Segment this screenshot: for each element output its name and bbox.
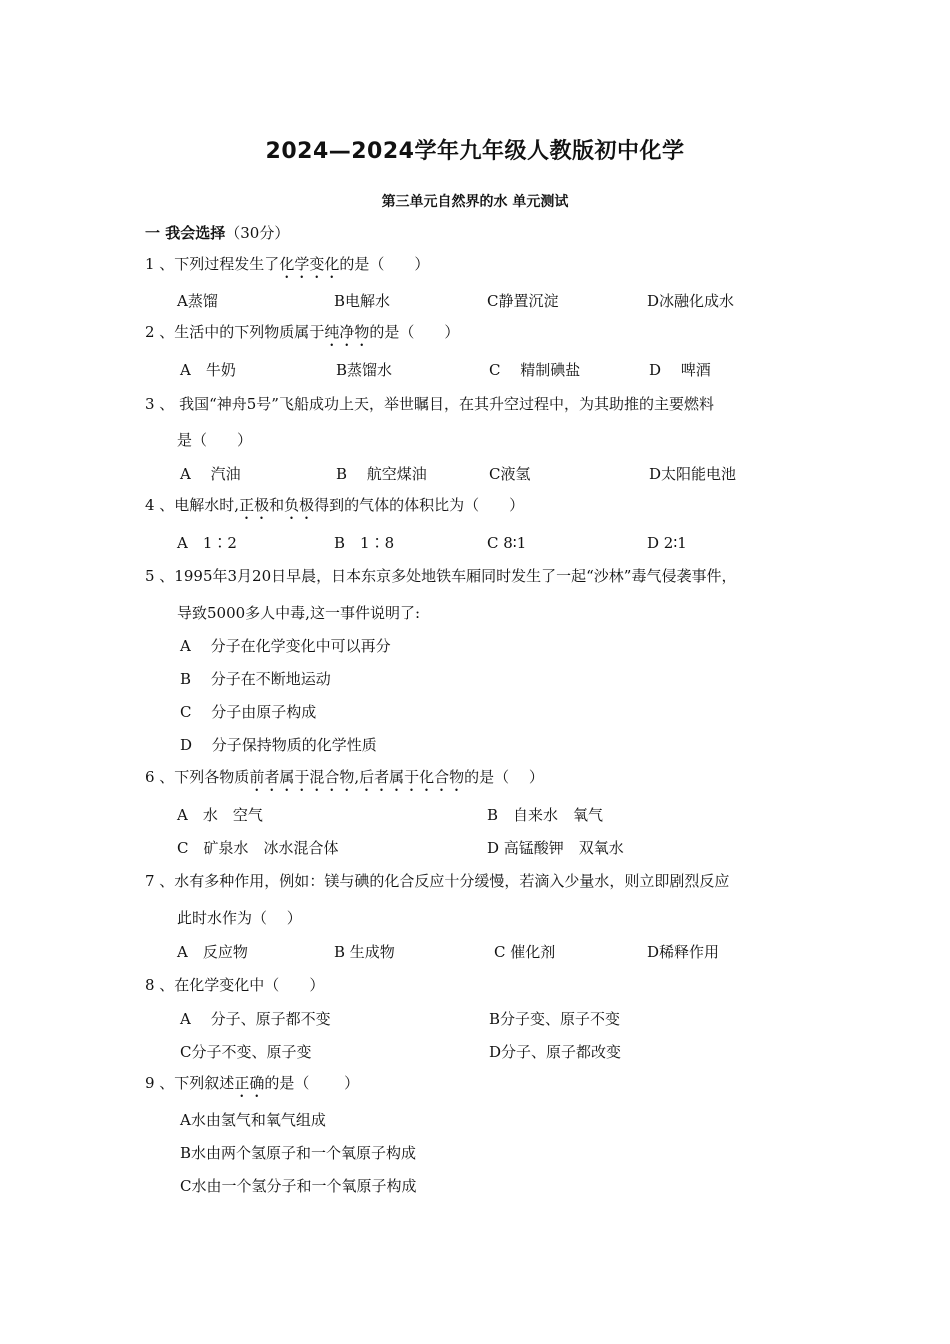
stem-text: 的是（ ）	[464, 768, 544, 786]
stem-text: 和	[269, 496, 285, 514]
q8-option-b: B分子变、原子不变	[489, 1010, 621, 1028]
stem-text: 的是（ ）	[339, 255, 430, 273]
q1-option-b: B电解水	[334, 292, 391, 310]
stem-text: ,	[354, 768, 360, 786]
stem-text: 4 、电解水时,	[145, 496, 240, 514]
stem-text: 9 、下列叙述	[145, 1074, 235, 1092]
stem-text: 1 、下列过程发生了	[145, 255, 280, 273]
emphasis-text: 化学变化	[279, 255, 340, 273]
q3-option-b: B 航空煤油	[336, 465, 427, 483]
q2-option-b: B蒸馏水	[336, 361, 393, 379]
q8-option-a: A 分子、原子都不变	[180, 1010, 331, 1028]
q7-option-a: A 反应物	[177, 943, 248, 961]
emphasis-text: 正确	[234, 1074, 265, 1092]
stem-text: 的是（ ）	[369, 323, 460, 341]
q2-option-a: A 牛奶	[180, 361, 236, 379]
q8-option-d: D分子、原子都改变	[489, 1043, 622, 1061]
q6-option-d: D 高锰酸钾 双氧水	[487, 839, 624, 857]
question-4-stem	[145, 495, 524, 523]
section-heading	[145, 223, 289, 243]
q4-option-c: C 8∶1	[487, 534, 527, 552]
stem-text: 6 、下列各物质	[145, 768, 250, 786]
question-3-stem: 3 、 我国“神舟5号”飞船成功上天，举世瞩目，在其升空过程中，为其助推的主要燃料	[145, 395, 714, 413]
q2-option-d: D 啤酒	[649, 361, 711, 379]
page-title: 2024—2024学年九年级人教版初中化学	[265, 139, 685, 164]
question-3-stem-cont: 是（ ）	[177, 431, 253, 449]
q1-option-c: C静置沉淀	[487, 292, 559, 310]
question-5-stem-cont: 导致5000多人中毒,这一事件说明了:	[177, 604, 420, 622]
question-7-stem-cont: 此时水作为（ ）	[177, 909, 302, 927]
question-9-stem	[145, 1073, 359, 1101]
q9-option-a: A水由氢气和氧气组成	[180, 1111, 326, 1129]
section-label: 一 我会选择	[145, 224, 226, 242]
q1-option-a: A蒸馏	[177, 292, 218, 310]
emphasis-text: 纯净物	[324, 323, 370, 341]
question-2-stem	[145, 322, 459, 350]
q1-option-d: D冰融化成水	[647, 292, 735, 310]
question-6-stem	[145, 767, 544, 795]
q7-option-d: D稀释作用	[647, 943, 720, 961]
q2-option-c: C 精制碘盐	[489, 361, 581, 379]
emphasis-text: 正极	[239, 496, 270, 514]
emphasis-text: 负极	[284, 496, 315, 514]
q6-option-c: C 矿泉水 冰水混合体	[177, 839, 339, 857]
q4-option-a: A 1∶2	[177, 534, 237, 552]
q9-option-c: C水由一个氢分子和一个氧原子构成	[180, 1177, 417, 1195]
q7-option-b: B 生成物	[334, 943, 395, 961]
question-1-stem	[145, 254, 429, 282]
emphasis-text: 前者属于混合物	[249, 768, 355, 786]
question-7-stem: 7 、水有多种作用，例如：镁与碘的化合反应十分缓慢，若滴入少量水，则立即剧烈反应	[145, 872, 730, 890]
q4-option-d: D 2∶1	[647, 534, 687, 552]
stem-text: 得到的气体的体积比为（ ）	[314, 496, 525, 514]
q5-option-c: C 分子由原子构成	[180, 703, 317, 721]
emphasis-text: 后者属于化合物	[359, 768, 465, 786]
stem-text: 2 、生活中的下列物质属于	[145, 323, 325, 341]
q7-option-c: C 催化剂	[494, 943, 556, 961]
q5-option-b: B 分子在不断地运动	[180, 670, 331, 688]
q6-option-a: A 水 空气	[177, 806, 263, 824]
section-score: （30分）	[225, 224, 290, 242]
question-8-stem: 8 、在化学变化中（ ）	[145, 976, 325, 994]
question-5-stem: 5 、1995年3月20日早晨，日本东京多处地铁车厢同时发生了一起“沙林”毒气侵袭事件，	[145, 567, 737, 585]
q3-option-a: A 汽油	[180, 465, 241, 483]
q5-option-a: A 分子在化学变化中可以再分	[180, 637, 391, 655]
q8-option-c: C分子不变、原子变	[180, 1043, 312, 1061]
q9-option-b: B水由两个氢原子和一个氧原子构成	[180, 1144, 417, 1162]
q6-option-b: B 自来水 氧气	[487, 806, 604, 824]
page-subtitle: 第三单元自然界的水 单元测试	[381, 194, 569, 210]
stem-text: 的是（ ）	[264, 1074, 360, 1092]
q3-option-d: D太阳能电池	[649, 465, 737, 483]
q4-option-b: B 1∶8	[334, 534, 395, 552]
q5-option-d: D 分子保持物质的化学性质	[180, 736, 377, 754]
q3-option-c: C液氢	[489, 465, 531, 483]
